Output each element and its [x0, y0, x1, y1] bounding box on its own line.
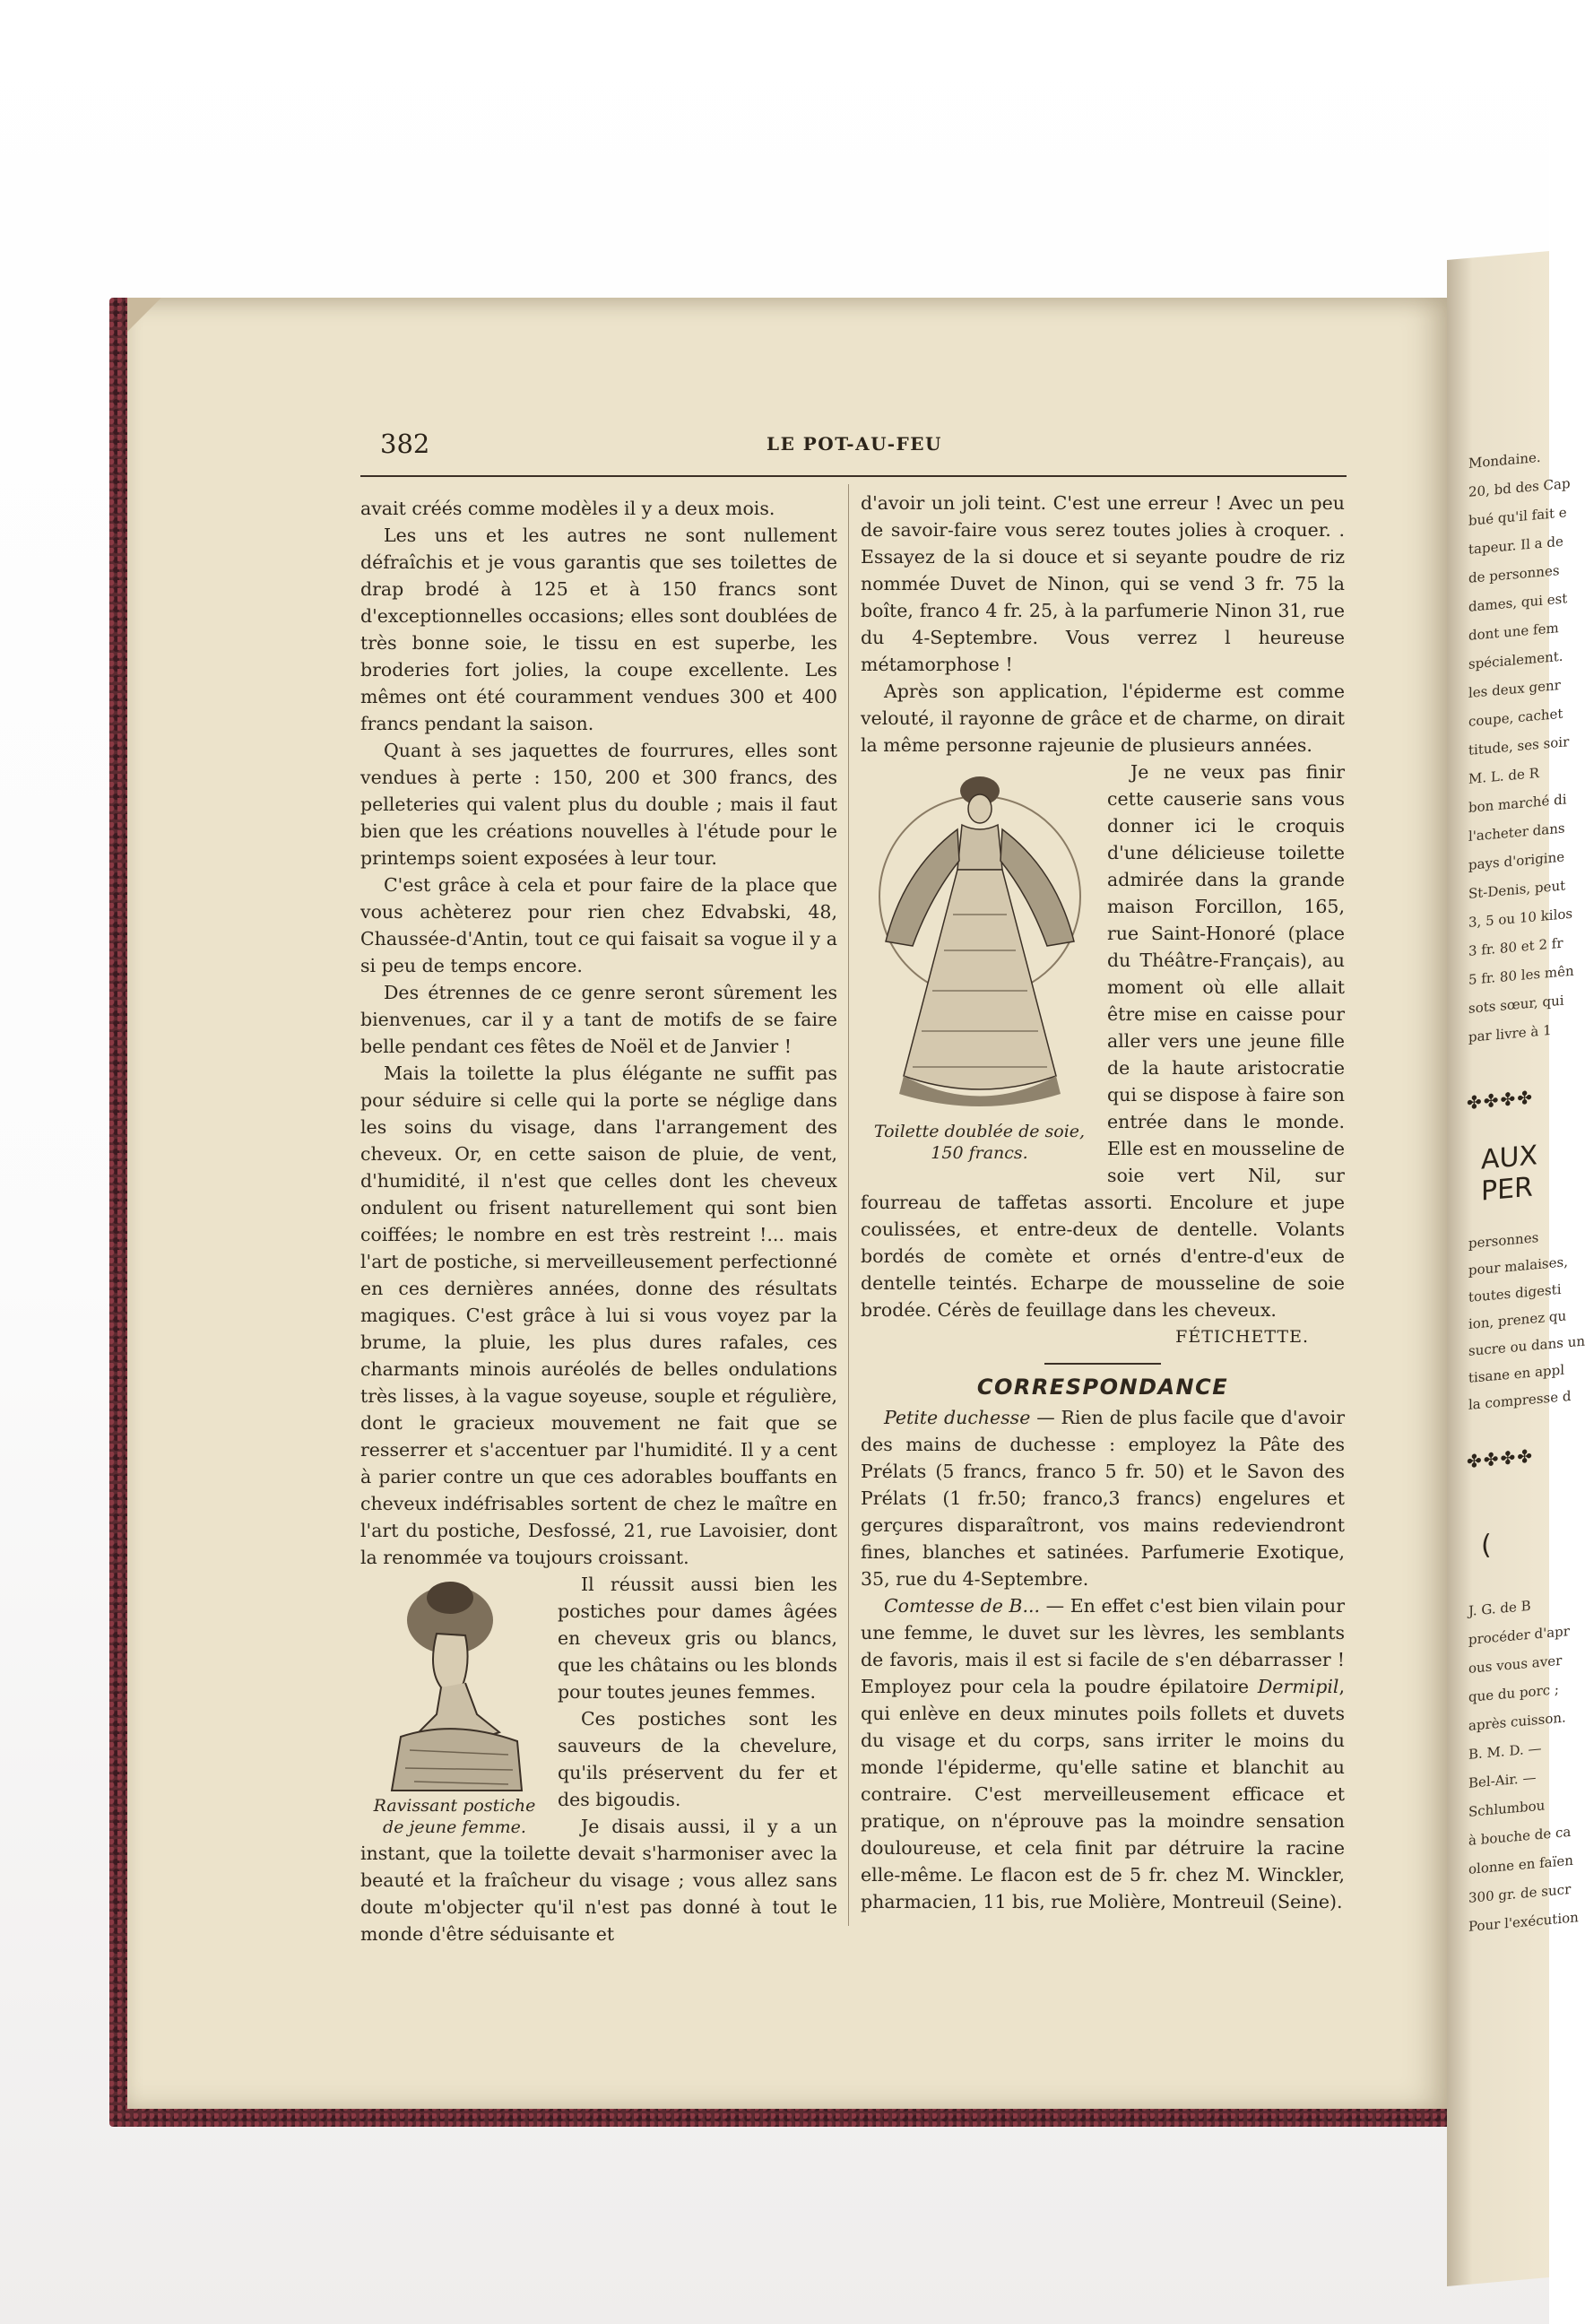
- paragraph: Mais la toilette la plus élégante ne suffit pas pour séduire si celle qui la porte se néglige dans les soins du visage, dans l'arrangement des cheveux. Or, en cette saison de pluie, de vent, d'humidité, il n'est que celles dont les cheveux ondulent ou frisent naturellement qui sont bien coiffées; le nombre en est très restreint !... mais l'art de postiche, si merveilleusement perfectionné en ces dernières années, donne des résultats magiques. C'est grâce à lui si vous voyez par la brume, la pluie, les plus dures rafales, ces charmants minois auréolés de belles ondulations très lisses, à la vague soyeuse, souple et régulière, dont le gracieux mouvement ne fait que se resserrer et s'accentuer par l'humidité. Il y a cent à parier contre un que ces adorables bouffants en cheveux indéfrisables sortent de chez le maître en l'art du postiche, Desfossé, 21, rue Lavoisier, dont la renommée va toujours croissant.: [360, 1062, 837, 1568]
- adjacent-page-line: pour malaises,: [1468, 1253, 1568, 1279]
- adjacent-page-line: 5 fr. 80 les mên: [1468, 962, 1574, 988]
- section-rule: [1044, 1363, 1161, 1365]
- adjacent-page: [1447, 251, 1585, 2286]
- adjacent-page-line: sucre ou dans un: [1468, 1332, 1585, 1359]
- adjacent-page-line: St-Denis, peut: [1468, 877, 1566, 902]
- adjacent-page-line: ous vous aver: [1468, 1652, 1563, 1677]
- header-rule: [360, 475, 1347, 477]
- paragraph: Ces postiches sont les sauveurs de la chevelure, qu'ils préservent du fer et des bigoudis.: [558, 1708, 837, 1810]
- adjacent-page-line: 3 fr. 80 et 2 fr: [1468, 934, 1563, 959]
- adjacent-page-line: personnes: [1468, 1229, 1539, 1252]
- adjacent-page-line: toutes digesti: [1468, 1280, 1562, 1305]
- correspondence-text: — Rien de plus facile que d'avoir des mains de duchesse : employez la Pâte des Prélats (5 francs, franco 5 fr. 50) et le Savon des Prélats (1 fr.50; franco,3 francs) engelures et gerçures disparaîtront, vos mains redeviendront fines, blanches et satinées. Parfumerie Exotique, 35, rue du 4-Septembre.: [861, 1407, 1346, 1590]
- paragraph: Il réussit aussi bien les postiches pour dames âgées en cheveux gris ou blancs, que les châtains ou les blonds pour toutes jeunes femmes.: [558, 1574, 837, 1703]
- adjacent-page-line: bon marché di: [1468, 791, 1567, 816]
- adjacent-page-line: la compresse d: [1468, 1387, 1572, 1413]
- woman-profile-drawing: [365, 1571, 544, 1795]
- paragraph: Je disais aussi, il y a un instant, que la toilette devait s'harmoniser avec la beauté et la fraîcheur du visage ; vous allez sans doute m'objecter qu'il n'est pas donné à tout le monde d'être séduisante et: [360, 1816, 837, 1945]
- right-column: [861, 490, 1345, 1915]
- figure-caption: Toilette doublée de soie, 150 francs.: [873, 1122, 1086, 1163]
- adjacent-page-line: dont une fem: [1468, 620, 1559, 644]
- paragraph: d'avoir un joli teint. C'est une erreur ! Avec un peu de savoir-faire vous serez toutes jolies à croquer. . Essayez de la si douce et si seyante poudre de riz nommée Duvet de Ninon, qui se vend 3 fr. 75 la boîte, franco 4 fr. 25, à la parfumerie Ninon 31, rue du 4-Septembre. Vous verrez l heureuse métamorphose !: [861, 492, 1345, 675]
- author-signature: FÉTICHETTE.: [1175, 1327, 1309, 1347]
- section-title: CORRESPONDANCE: [976, 1374, 1229, 1400]
- product-name: Dermipil: [1257, 1676, 1339, 1697]
- adjacent-page-line: 20, bd des Cap: [1468, 474, 1571, 500]
- column-divider: [848, 484, 849, 1926]
- ornament-divider: ✤✤✤✤: [1467, 1086, 1535, 1114]
- adjacent-page-line: que du porc ;: [1468, 1681, 1559, 1705]
- adjacent-page-line: bué qu'il fait e: [1468, 504, 1567, 529]
- left-column: [360, 495, 837, 1947]
- hairpiece-illustration: [360, 1571, 549, 1838]
- figure-caption: Ravissant postiche de jeune femme.: [373, 1796, 536, 1837]
- paragraph: Je ne veux pas finir cette causerie sans vous donner ici le croquis d'une délicieuse toilette admirée dans la grande maison Forcillon, 165, rue Saint-Honoré (place du Théâtre-Français), au moment où elle allait être mise en caisse pour aller vers une jeune fille de la haute aristocratie qui se dispose à faire son entrée dans le monde. Elle est en mousseline de soie vert Nil, sur fourreau de taffetas assorti. Encolure et jupe coulissées, et entre-deux de dentelle. Volants bordés de comète et ornés d'entre-d'eux de dentelle teintés. Echarpe de mousseline de soie brodée. Cérès de feuillage dans les cheveux.: [861, 761, 1345, 1321]
- adjacent-page-line: B. M. D. —: [1468, 1739, 1542, 1763]
- adjacent-page-line: les deux genr: [1468, 676, 1561, 701]
- adjacent-page-line: par livre à 1: [1468, 1021, 1552, 1045]
- correspondence-text: — En effet c'est bien vilain pour une femme, le duvet sur les lèvres, les semblants de favoris, mais il est si facile de s'en débarrasser ! Employez pour cela la poudre épilatoire: [861, 1595, 1345, 1697]
- adjacent-page-line: spécialement.: [1468, 647, 1563, 672]
- correspondent-name: Petite duchesse: [884, 1407, 1031, 1428]
- page-corner-protector: [127, 298, 161, 332]
- paragraph: avait créés comme modèles il y a deux mois.: [360, 498, 775, 519]
- paragraph: Quant à ses jaquettes de fourrures, elles sont vendues à perte : 150, 200 et 300 francs, des pelleteries qui valent plus du double ; mais il faut bien que les créations nouvelles à l'étude pour le printemps soient exposées à leur tour.: [360, 740, 837, 869]
- adjacent-page-line: M. L. de R: [1468, 764, 1539, 787]
- adjacent-page-line: Bel-Air. —: [1468, 1769, 1537, 1791]
- correspondence-text: , qui enlève en deux minutes poils follets et duvets du visage et du corps, sans irriter le moins du monde l'épiderme, qu'elle satine et blanchit au contraire. C'est merveilleusement efficace et pratique, on n'éprouve pas la moindre sensation douloureuse, et cela finit par détruire la racine elle-même. Le flacon est de 5 fr. chez M. Winckler, pharmacien, 11 bis, rue Molière, Montreuil (Seine).: [861, 1676, 1345, 1912]
- correspondent-name: Comtesse de B...: [884, 1595, 1041, 1617]
- adjacent-page-line: de personnes: [1468, 562, 1560, 586]
- adjacent-page-line: à bouche de ca: [1468, 1823, 1572, 1849]
- adjacent-page-line: tisane en appl: [1468, 1361, 1565, 1386]
- correspondence-entry: [861, 1404, 1345, 1592]
- page-number: 382: [380, 429, 430, 459]
- adjacent-page-line: coupe, cachet: [1468, 705, 1563, 730]
- paragraph: Après son application, l'épiderme est comme velouté, il rayonne de grâce et de charme, on dirait la même personne rajeunie de plusieurs années.: [861, 681, 1345, 756]
- adjacent-page-mark: (: [1481, 1529, 1492, 1562]
- adjacent-page-line: Mondaine.: [1468, 448, 1541, 472]
- paragraph: Des étrennes de ce genre seront sûrement les bienvenues, car il y a tant de motifs de se faire belle pendant ces fêtes de Noël et de Janvier !: [360, 982, 837, 1057]
- adjacent-page-line: 3, 5 ou 10 kilos: [1468, 905, 1573, 931]
- adjacent-page-line: titude, ses soir: [1468, 733, 1570, 759]
- correspondence-entry: [861, 1592, 1345, 1915]
- paragraph: C'est grâce à cela et pour faire de la place que vous achèterez pour rien chez Edvabski, 48, Chaussée-d'Antin, tout ce qui faisait sa vogue il y a si peu de temps encore.: [360, 874, 837, 976]
- gown-illustration: [861, 762, 1098, 1164]
- ornament-divider-2: ✤✤✤✤: [1467, 1444, 1535, 1473]
- adjacent-page-line: ion, prenez qu: [1468, 1307, 1567, 1332]
- adjacent-page-line: l'acheter dans: [1468, 819, 1565, 845]
- adjacent-page-line: pays d'origine: [1468, 848, 1565, 873]
- adjacent-page-line: J. G. de B: [1468, 1597, 1531, 1619]
- adjacent-page-line: sots sœur, qui: [1468, 992, 1564, 1017]
- ballgown-drawing: [868, 762, 1092, 1121]
- adjacent-page-heading: AUX PER: [1481, 1140, 1538, 1208]
- adjacent-page-line: olonne en faïen: [1468, 1851, 1573, 1877]
- adjacent-page-line: dames, qui est: [1468, 590, 1568, 615]
- adjacent-page-line: tapeur. Il a de: [1468, 533, 1563, 558]
- adjacent-page-line: Pour l'exécution: [1468, 1909, 1579, 1935]
- adjacent-page-line: 300 gr. de sucr: [1468, 1880, 1572, 1906]
- running-title: LE POT-AU-FEU: [767, 433, 942, 455]
- adjacent-page-line: après cuisson.: [1468, 1709, 1566, 1734]
- adjacent-page-line: Schlumbou: [1468, 1797, 1546, 1820]
- paragraph: Les uns et les autres ne sont nullement défraîchis et je vous garantis que ses toilettes de drap brodé à 125 et à 150 francs sont d'exceptionnelles occasions; elles sont doublées de très bonne soie, le tissu en est superbe, les broderies fort jolies, la coupe excellente. Les mêmes ont été couramment vendues 300 et 400 francs pendant la saison.: [360, 525, 837, 734]
- adjacent-page-line: procéder d'apr: [1468, 1623, 1570, 1648]
